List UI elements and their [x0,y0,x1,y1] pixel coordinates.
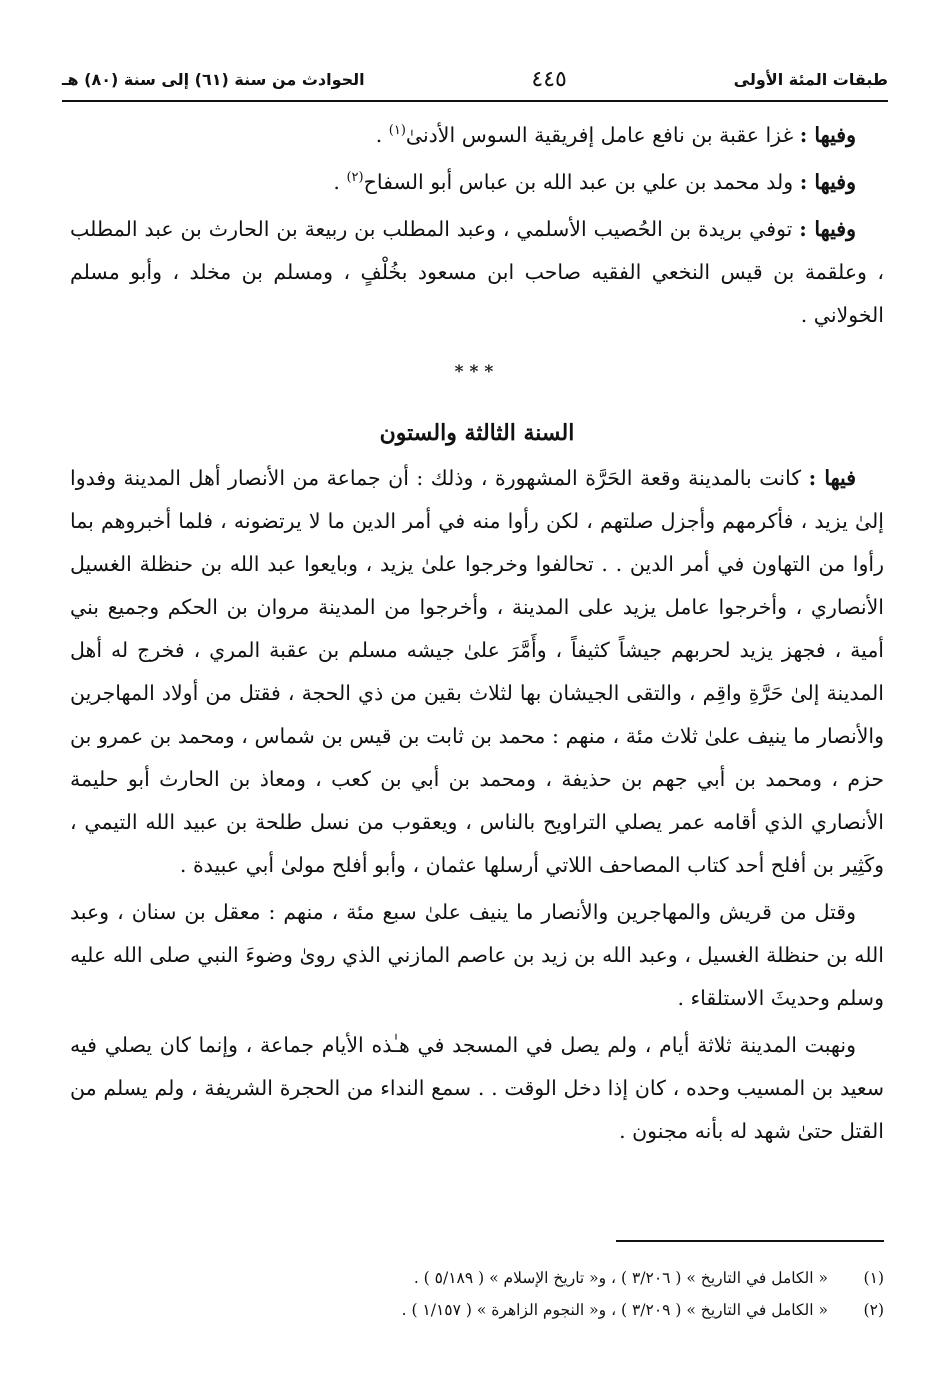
entry-text: غزا عقبة بن نافع عامل إفريقية السوس الأدنىٰ [405,123,800,147]
footnote-ref: (١) [388,123,406,139]
footnote-1 [80,1262,884,1294]
section-paragraph-1 [70,457,884,887]
footnote-text: « الكامل في التاريخ » ( ٣/٢٠٩ ) ، و« النجوم الزاهرة » ( ١/١٥٧ ) . [401,1301,828,1319]
entry-lead: وفيها : [799,217,856,241]
body-text [70,114,884,1157]
entry-3 [70,208,884,337]
section-paragraph-2: وقتل من قريش والمهاجرين والأنصار ما ينيف علىٰ سبع مئة ، منهم : معقل بن سنان ، وعبد الله بن حنظلة الغسيل ، وعبد الله بن زيد بن عاصم المازني الذي روىٰ وضوءَ النبي صلى الله عليه وسلم وحديثَ الاستلقاء . [70,900,884,1010]
chapter-range: الحوادث من سنة (٦١) إلى سنة (٨٠) هـ [62,69,365,89]
footnote-text: « الكامل في التاريخ » ( ٣/٢٠٦ ) ، و« تاريخ الإسلام » ( ٥/١٨٩ ) . [413,1269,828,1287]
entry-1 [70,114,884,157]
footnote-ref: (٢) [346,170,364,186]
running-header [62,62,888,96]
entry-text: ولد محمد بن علي بن عبد الله بن عباس أبو السفاح [363,170,800,194]
page-number: ٤٤٥ [531,66,567,92]
section-paragraph-3: ونهبت المدينة ثلاثة أيام ، ولم يصل في المسجد في هـٰذه الأيام جماعة ، وإنما كان يصلي فيه سعيد بن المسيب وحده ، كان إذا دخل الوقت . . سمع النداء من الحجرة الشريفة ، ولم يسلم من القتل حتىٰ شهد له بأنه مجنون . [70,1033,884,1143]
entry-lead: وفيها : [799,123,856,147]
entry-lead: وفيها : [799,170,856,194]
footnote-2 [80,1294,884,1326]
footnote-rule [616,1240,884,1242]
entry-tail: . [375,123,389,147]
section-heading: السنة الثالثة والستون [379,420,575,446]
book-title: طبقات المئة الأولى [733,69,888,89]
footnote-number: (١) [863,1269,884,1287]
footnotes [80,1262,884,1326]
entry-text: توفي بريدة بن الحُصيب الأسلمي ، وعبد المطلب بن ربيعة بن الحارث بن عبد المطلب ، وعلقمة بن قيس النخعي الفقيه صاحب ابن مسعود بخُلْفٍ ، ومسلم بن مخلد ، وأبو مسلم الخولاني . [70,217,884,327]
section-text: كانت بالمدينة وقعة الحَرَّة المشهورة ، وذلك : أن جماعة من الأنصار أهل المدينة وفدوا إلىٰ يزيد ، فأكرمهم وأجزل صلتهم ، لكن رأوا منه في أمر الدين ما لا يرتضونه ، فلما أخبروهم بما رأوا من التهاون في أمر الدين . . تحالفوا وخرجوا علىٰ يزيد ، وبايعوا عبد الله بن حنظلة الغسيل الأنصاري ، وأخرجوا عامل يزيد على المدينة ، وأخرجوا من المدينة مروان بن الحكم وجميع بني أمية ، فجهز يزيد لحربهم جيشاً كثيفاً ، وأَمَّرَ علىٰ جيشه مسلم بن عقبة المري ، فخرج له أهل المدينة إلىٰ حَرَّةِ واقِم ، والتقى الجيشان بها لثلاث بقين من ذي الحجة ، فقتل من أولاد المهاجرين والأنصار ما ينيف علىٰ ثلاث مئة ، منهم : محمد بن ثابت بن قيس بن شماس ، ومحمد بن عمرو بن حزم ، ومحمد بن أبي جهم بن حذيفة ، ومحمد بن أبي بن كعب ، ومعاذ بن الحارث أبو حليمة الأنصاري الذي أقامه عمر يصلي التراويح بالناس ، ويعقوب من نسل طلحة بن عبيد الله التيمي ، وكَثِير بن أفلح أحد كتاب المصاحف اللاتي أرسلها عثمان ، وأبو أفلح مولىٰ أبي عبيدة . [70,466,884,877]
entry-tail: . [333,170,347,194]
entry-2 [70,161,884,204]
header-rule [62,100,888,102]
section-lead: فيها : [808,466,856,490]
section-divider: *** [454,362,500,382]
footnote-number: (٢) [863,1301,884,1319]
